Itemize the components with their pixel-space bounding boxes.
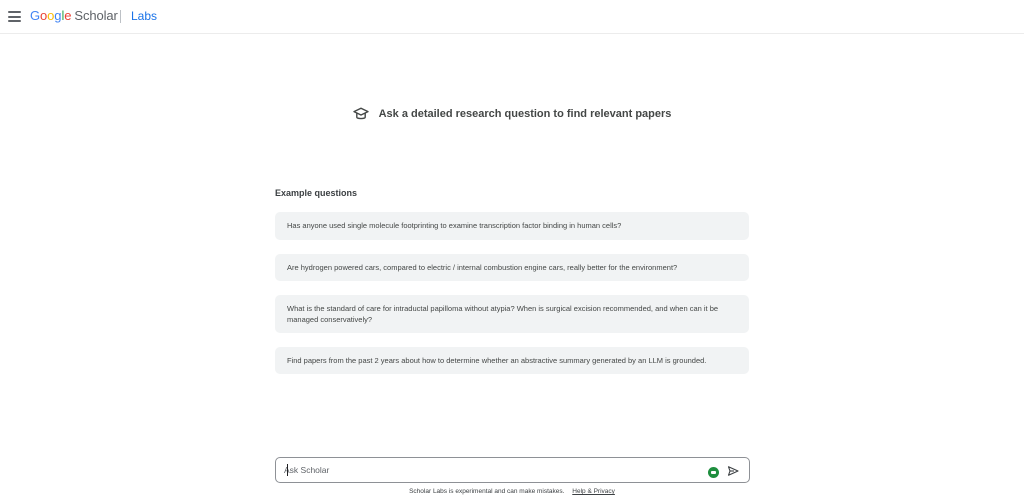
page-title: Ask a detailed research question to find relevant papers — [378, 108, 672, 120]
labs-link[interactable]: Labs — [131, 9, 158, 23]
top-bar — [0, 0, 1024, 34]
logo-letter: o — [47, 8, 55, 23]
google-wordmark — [30, 8, 71, 24]
send-icon[interactable] — [727, 464, 739, 476]
logo-letter: g — [54, 8, 62, 23]
graduation-cap-icon — [353, 106, 369, 122]
examples-heading: Example questions — [275, 188, 358, 198]
help-privacy-link[interactable]: Help & Privacy — [572, 488, 615, 495]
logo-letter: o — [40, 8, 48, 23]
google-scholar-logo[interactable] — [30, 8, 118, 24]
hero-heading — [0, 104, 1024, 124]
example-question[interactable]: Has anyone used single molecule footprinting to examine transcription factor binding in human cells? — [275, 212, 749, 240]
ask-scholar-input[interactable] — [284, 462, 684, 478]
logo-letter: G — [30, 8, 41, 23]
example-question[interactable]: Are hydrogen powered cars, compared to electric / internal combustion engine cars, really better for the environment? — [275, 254, 749, 281]
hamburger-menu-icon[interactable] — [8, 10, 21, 23]
extension-badge-icon[interactable] — [708, 467, 719, 478]
ask-scholar-box — [275, 457, 750, 483]
logo-letter: e — [64, 8, 72, 23]
example-question[interactable]: What is the standard of care for intraductal papilloma without atypia? When is surgical excision recommended, and when can it be managed conservatively? — [275, 295, 749, 333]
example-question[interactable]: Find papers from the past 2 years about how to determine whether an abstractive summary generated by an LLM is grounded. — [275, 347, 749, 374]
footer — [0, 488, 1024, 495]
disclaimer-text: Scholar Labs is experimental and can make mistakes. — [409, 488, 565, 495]
scholar-wordmark: Scholar — [74, 8, 118, 23]
logo-letter: l — [61, 8, 65, 23]
text-cursor — [287, 464, 288, 476]
logo-divider — [120, 10, 121, 23]
